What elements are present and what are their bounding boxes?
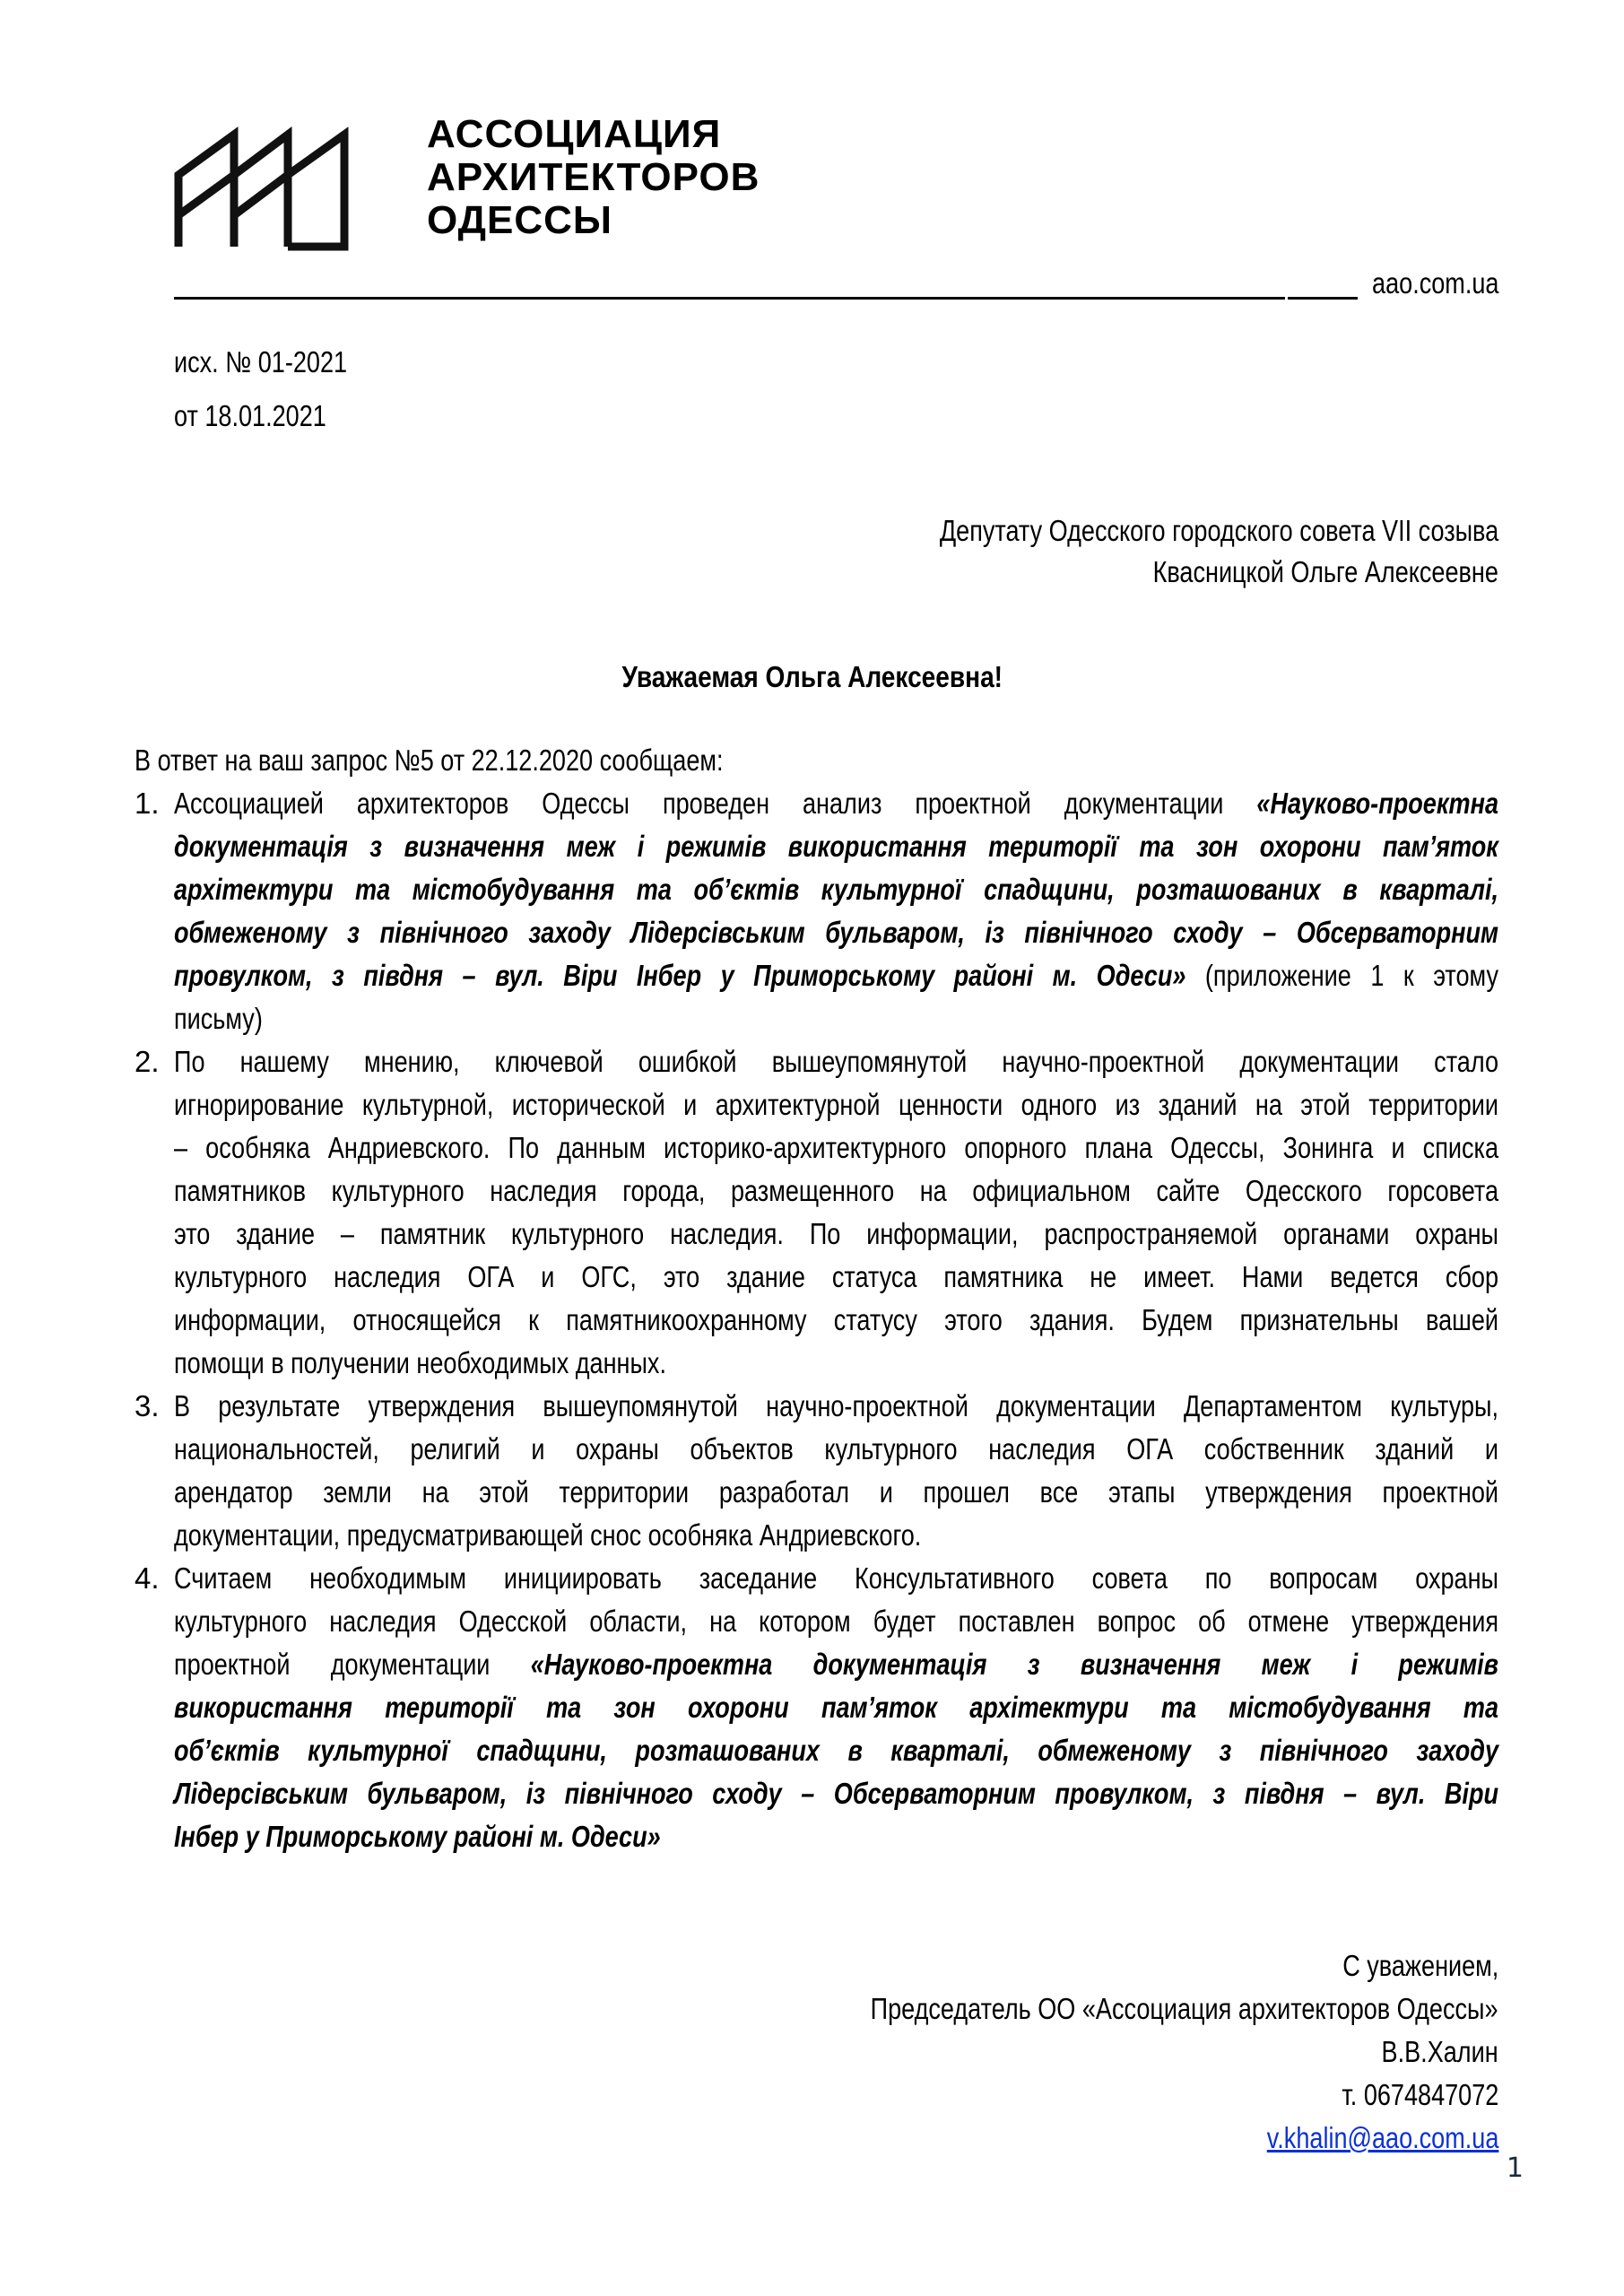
text-segment: В результате утверждения вышеупомянутой научно-проектной документации Департаментом культуры,: [174, 1389, 1498, 1422]
signer-phone: т. 0674847072: [1342, 2078, 1498, 2111]
list-item-number: 3.: [135, 1389, 160, 1422]
signer-email-link[interactable]: v.khalin@aao.com.ua: [1266, 2121, 1498, 2154]
text-line: [174, 825, 1498, 868]
document-title-quote: «Науково-проектна: [1256, 787, 1498, 820]
text-line: [174, 868, 1498, 911]
text-segment: информации, относящейся к памятникоохранному статусу этого здания. Будем признательны вашей: [174, 1303, 1498, 1336]
text-segment: По нашему мнению, ключевой ошибкой вышеупомянутой научно-проектной документации стало: [174, 1045, 1498, 1078]
text-segment: письму): [174, 1002, 263, 1035]
header-divider-gap: [1285, 296, 1288, 300]
text-line: [174, 1643, 1498, 1686]
letterhead-logo: [174, 108, 760, 251]
document-title-quote: об’єктів культурної спадщини, розташованих в кварталі, обмеженому з північного заходу: [174, 1734, 1498, 1767]
header-divider: [174, 297, 1358, 300]
closing: С уважением,: [1342, 1949, 1498, 1982]
aao-building-mark-icon: [174, 126, 416, 251]
signer-position: Председатель ОО «Ассоциация архитекторов Одессы»: [871, 1992, 1498, 2025]
text-line: [174, 1686, 1498, 1729]
text-line: [174, 1815, 1498, 1858]
addressee-line-1: Депутату Одесского городского совета VII созыва: [939, 514, 1498, 547]
text-segment: культурного наследия ОГА и ОГС, это здание статуса памятника не имеет. Нами ведется сбор: [174, 1260, 1498, 1293]
list-item: [135, 1557, 1498, 1858]
text-line: [174, 1126, 1498, 1170]
text-line: [174, 1385, 1498, 1428]
text-segment: игнорирование культурной, исторической и архитектурной ценности одного из зданий на этой территории: [174, 1088, 1498, 1121]
numbered-list: [135, 782, 1498, 1858]
text-segment: это здание – памятник культурного наследия. По информации, распространяемой органами охраны: [174, 1217, 1498, 1250]
text-line: [174, 1256, 1498, 1299]
list-item-text: [174, 1385, 1498, 1557]
org-name: [427, 113, 760, 242]
signature-block: [733, 1944, 1498, 2160]
list-item-text: [174, 1040, 1498, 1385]
document-title-quote: документація з визначення меж і режимів використання території та зон охорони пам’яток: [174, 830, 1498, 863]
list-item: [135, 782, 1498, 1040]
page-number: 1: [1506, 2152, 1524, 2184]
text-segment: документации, предусматривающей снос особняка Андриевского.: [174, 1518, 922, 1552]
document-title-quote: Інбер у Приморському районі м. Одеси»: [174, 1820, 661, 1853]
text-line: [174, 1299, 1498, 1342]
salutation: Уважаемая Ольга Алексеевна!: [621, 660, 1003, 693]
org-name-line: АРХИТЕКТОРОВ: [427, 155, 760, 199]
signer-name: В.В.Халин: [1381, 2035, 1498, 2068]
list-item-text: [174, 782, 1498, 1040]
text-segment: арендатор земли на этой территории разработал и прошел все этапы утверждения проектной: [174, 1475, 1498, 1509]
document-title-quote: провулком, з півдня – вул. Віри Інбер у Приморському районі м. Одеси»: [174, 959, 1186, 992]
text-line: [174, 1772, 1498, 1815]
text-segment: проектной документации: [174, 1648, 531, 1681]
text-line: [174, 1471, 1498, 1514]
text-line: [174, 1514, 1498, 1557]
list-item: [135, 1040, 1498, 1385]
website-text: aao.com.ua: [1371, 266, 1498, 300]
letter-date: от 18.01.2021: [174, 399, 326, 432]
text-line: [174, 954, 1498, 997]
text-segment: Считаем необходимым инициировать заседание Консультативного совета по вопросам охраны: [174, 1561, 1498, 1595]
text-segment: (приложение 1 к этому: [1185, 959, 1498, 992]
list-item: [135, 1385, 1498, 1557]
list-item-number: 4.: [135, 1561, 160, 1595]
list-item-number: 1.: [135, 787, 160, 820]
text-line: [174, 1729, 1498, 1772]
text-segment: национальностей, религий и охраны объектов культурного наследия ОГА собственник зданий и: [174, 1432, 1498, 1465]
text-line: [174, 1342, 1498, 1385]
text-line: [174, 1083, 1498, 1126]
text-segment: – особняка Андриевского. По данным историко-архитектурного опорного плана Одессы, Зонинга и списка: [174, 1131, 1498, 1164]
outgoing-number: исх. № 01-2021: [174, 345, 348, 378]
text-segment: культурного наследия Одесской области, на котором будет поставлен вопрос об отмене утверждения: [174, 1605, 1498, 1638]
text-line: [174, 997, 1498, 1040]
intro-text: В ответ на ваш запрос №5 от 22.12.2020 сообщаем:: [135, 744, 724, 777]
org-name-line: АССОЦИАЦИЯ: [427, 112, 722, 156]
text-segment: помощи в получении необходимых данных.: [174, 1346, 666, 1379]
text-line: [174, 1600, 1498, 1643]
signer-email-row: [733, 2117, 1498, 2160]
document-title-quote: обмеженому з північного заходу Лідерсівським бульваром, із північного сходу – Обсерваторним: [174, 916, 1498, 949]
document-title-quote: архітектури та містобудування та об’єктів культурної спадщини, розташованих в кварталі,: [174, 873, 1498, 906]
text-segment: памятников культурного наследия города, размещенного на официальном сайте Одесского горсовета: [174, 1174, 1498, 1207]
org-name-line: ОДЕССЫ: [427, 198, 612, 242]
text-line: [174, 782, 1498, 825]
text-line: [174, 1170, 1498, 1213]
text-line: [174, 911, 1498, 954]
document-title-quote: «Науково-проектна документація з визначення меж і режимів: [530, 1648, 1498, 1681]
text-line: [174, 1557, 1498, 1600]
document-title-quote: Лідерсівським бульваром, із північного сходу – Обсерваторним провулком, з півдня – вул. Віри: [174, 1777, 1498, 1810]
list-item-number: 2.: [135, 1045, 160, 1078]
text-line: [174, 1428, 1498, 1471]
addressee-line-2: Квасницкой Ольге Алексеевне: [1152, 555, 1498, 588]
document-title-quote: використання території та зон охорони пам’яток архітектури та містобудування та: [174, 1691, 1498, 1724]
text-segment: Ассоциацией архитекторов Одессы проведен анализ проектной документации: [174, 787, 1257, 820]
list-item-text: [174, 1557, 1498, 1858]
text-line: [174, 1213, 1498, 1256]
text-line: [174, 1040, 1498, 1083]
